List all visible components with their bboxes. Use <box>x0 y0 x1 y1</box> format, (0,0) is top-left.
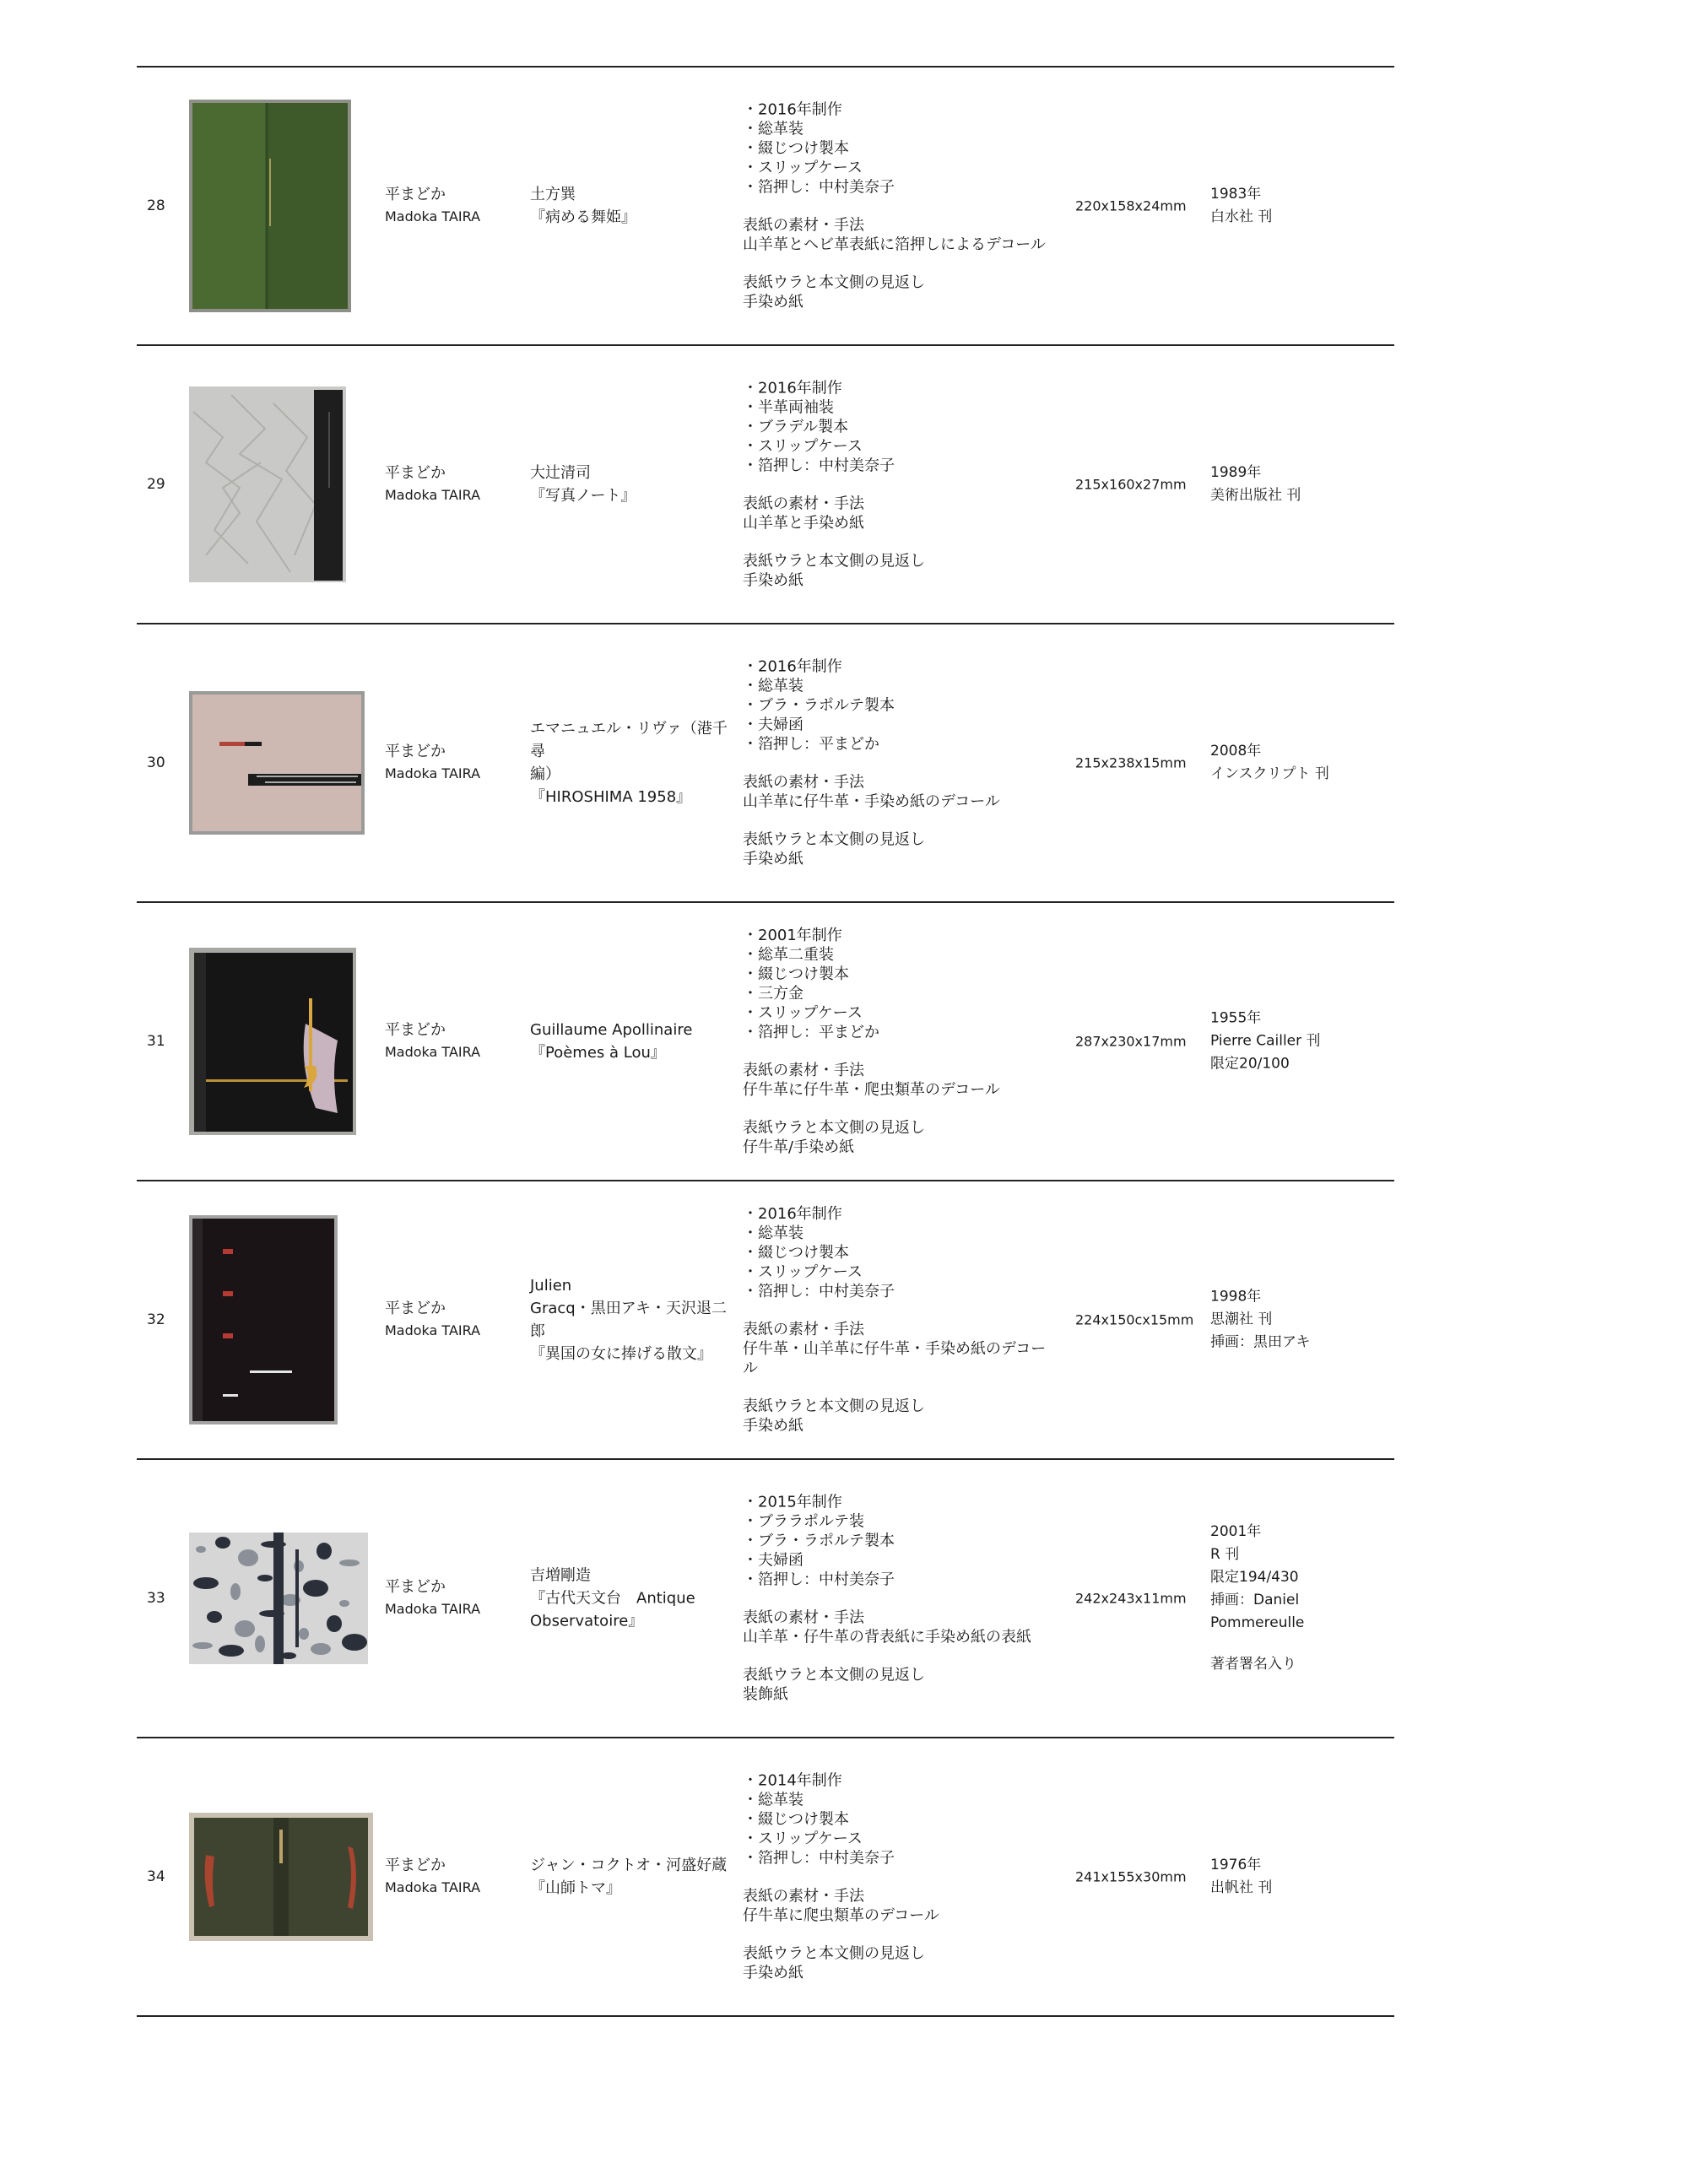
catalog-row <box>137 1460 1394 1738</box>
endpaper-label: 表紙ウラと本文側の見返し <box>743 1397 925 1415</box>
endpaper-label: 表紙ウラと本文側の見返し <box>743 1119 925 1137</box>
book-size: 241x155x30mm <box>1075 1868 1187 1885</box>
spec-line: ・夫婦函 <box>743 1551 803 1570</box>
spec-line: ・2016年制作 <box>743 100 842 119</box>
spec-line: ・箔押し：中村美奈子 <box>743 1570 895 1589</box>
binding-description <box>743 657 1076 869</box>
cover-label: 表紙の素材・手法 <box>743 495 864 513</box>
pub-line: 挿画：黒田アキ <box>1210 1333 1311 1351</box>
cover-label: 表紙の素材・手法 <box>743 216 864 235</box>
book-photo <box>189 100 351 312</box>
pub-line: 1989年 <box>1210 464 1262 481</box>
cover-label: 表紙の素材・手法 <box>743 773 864 792</box>
artist-name-ja: 平まどか <box>385 186 446 203</box>
item-number: 34 <box>147 1868 165 1885</box>
spec-line: ・綴じつけ製本 <box>743 1244 849 1262</box>
pub-line: 出帆社 刊 <box>1210 1879 1273 1896</box>
spec-line: ・綴じつけ製本 <box>743 965 849 983</box>
spec-line: ・ブラデル製本 <box>743 418 849 436</box>
book-photo <box>189 1533 368 1664</box>
spec-line: ・総革装 <box>743 677 803 695</box>
publication-info <box>1210 183 1388 229</box>
cover-line: 仔牛革に仔牛革・爬虫類革のデコール <box>743 1081 1000 1099</box>
endpaper-line: 仔牛革/手染め紙 <box>743 1138 855 1156</box>
title-line: Observatoire』 <box>530 1612 644 1630</box>
endpaper-line: 装飾紙 <box>743 1685 788 1704</box>
artist <box>385 1019 520 1063</box>
binding-description <box>743 1771 1076 1983</box>
catalog-row <box>137 68 1394 346</box>
book-title <box>530 1854 741 1900</box>
artist-name-en: Madoka TAIRA <box>385 1601 481 1617</box>
pub-line: 2008年 <box>1210 743 1262 760</box>
pub-note: 著者署名入り <box>1210 1656 1296 1673</box>
cover-label: 表紙の素材・手法 <box>743 1062 864 1079</box>
pub-line: 限定20/100 <box>1210 1055 1290 1073</box>
artist-name-ja: 平まどか <box>385 1021 446 1039</box>
cover-label: 表紙の素材・手法 <box>743 1887 864 1906</box>
pub-line: Pierre Cailler 刊 <box>1210 1032 1321 1050</box>
pub-line: R 刊 <box>1210 1546 1240 1563</box>
artist-name-ja: 平まどか <box>385 1857 446 1874</box>
publication-info <box>1210 1521 1388 1676</box>
book-photo <box>189 948 356 1135</box>
spec-line: ・箔押し：平まどか <box>743 735 879 754</box>
spec-line: ・箔押し：中村美奈子 <box>743 1849 895 1868</box>
book-photo <box>189 387 346 582</box>
item-number: 31 <box>147 1033 165 1050</box>
spec-line: ・ブララポルテ装 <box>743 1512 864 1531</box>
binding-description <box>743 100 1076 312</box>
title-line: 吉増剛造 <box>530 1566 591 1585</box>
catalog-table <box>137 66 1394 2017</box>
book-photo <box>189 1813 373 1941</box>
pub-line: 挿画：Daniel <box>1210 1592 1300 1608</box>
endpaper-line: 手染め紙 <box>743 850 803 868</box>
pub-line: 1955年 <box>1210 1009 1262 1027</box>
book-size: 242x243x11mm <box>1075 1590 1187 1607</box>
artist <box>385 462 520 506</box>
book-photo <box>189 1215 338 1424</box>
catalog-row <box>137 1181 1394 1460</box>
spec-line: ・スリップケース <box>743 437 863 456</box>
binding-description <box>743 926 1076 1157</box>
endpaper-line: 手染め紙 <box>743 293 803 311</box>
cover-line: ル <box>743 1360 758 1377</box>
book-size: 215x160x27mm <box>1075 476 1187 493</box>
title-line: ジャン・コクトオ・河盛好蔵 <box>530 1857 728 1874</box>
endpaper-label: 表紙ウラと本文側の見返し <box>743 1666 925 1684</box>
spec-line: ・箔押し：中村美奈子 <box>743 1283 895 1300</box>
spec-line: ・綴じつけ製本 <box>743 1810 849 1829</box>
publication-info <box>1210 1286 1388 1354</box>
binding-description <box>743 1493 1076 1705</box>
endpaper-label: 表紙ウラと本文側の見返し <box>743 552 925 570</box>
spec-line: ・2016年制作 <box>743 379 842 397</box>
endpaper-label: 表紙ウラと本文側の見返し <box>743 830 925 849</box>
book-title <box>530 1274 741 1365</box>
spec-line: ・総革装 <box>743 1791 803 1809</box>
book-size: 215x238x15mm <box>1075 754 1187 771</box>
book-title <box>530 183 741 229</box>
binding-description <box>743 1204 1076 1435</box>
spec-line: ・綴じつけ製本 <box>743 139 849 158</box>
cover-line: 山羊革に仔牛革・手染め紙のデコール <box>743 792 1000 811</box>
book-size: 220x158x24mm <box>1075 197 1187 214</box>
spec-line: ・ブラ・ラポルテ製本 <box>743 696 895 715</box>
catalog-row <box>137 1738 1394 2017</box>
pub-line: インスクリプト 刊 <box>1210 765 1329 782</box>
cover-label: 表紙の素材・手法 <box>743 1608 864 1627</box>
artist-name-ja: 平まどか <box>385 1578 446 1596</box>
spec-line: ・2015年制作 <box>743 1493 842 1511</box>
endpaper-label: 表紙ウラと本文側の見返し <box>743 1944 925 1963</box>
artist <box>385 1298 520 1342</box>
artist-name-ja: 平まどか <box>385 743 446 760</box>
spec-line: ・箔押し：平まどか <box>743 1024 879 1041</box>
endpaper-line: 手染め紙 <box>743 1964 803 1982</box>
artist <box>385 184 520 228</box>
pub-line: 1976年 <box>1210 1857 1262 1873</box>
pub-line: 白水社 刊 <box>1210 208 1273 225</box>
spec-line: ・箔押し：中村美奈子 <box>743 178 895 197</box>
catalog-row <box>137 624 1394 903</box>
artist <box>385 1855 520 1899</box>
artist-name-en: Madoka TAIRA <box>385 1044 481 1060</box>
title-line: 『古代天文台 Antique <box>530 1589 695 1608</box>
cover-line: 仔牛革・山羊革に仔牛革・手染め紙のデコー <box>743 1340 1047 1358</box>
book-title <box>530 717 741 808</box>
pub-line: 1998年 <box>1210 1288 1262 1306</box>
spec-line: ・ブラ・ラポルテ製本 <box>743 1532 895 1550</box>
binding-description <box>743 379 1076 591</box>
artist <box>385 1576 520 1620</box>
pub-line: 1983年 <box>1210 186 1262 203</box>
book-photo <box>189 691 365 835</box>
spec-line: ・スリップケース <box>743 1830 863 1848</box>
title-line: エマニュエル・リヴァ（港千尋 <box>530 720 728 760</box>
title-line: 土方巽 <box>530 186 576 203</box>
spec-line: ・2016年制作 <box>743 657 842 676</box>
spec-line: ・箔押し：中村美奈子 <box>743 457 895 475</box>
book-title <box>530 1019 741 1064</box>
spec-line: ・総革装 <box>743 120 803 138</box>
spec-line: ・2014年制作 <box>743 1771 842 1790</box>
item-number: 30 <box>147 754 165 771</box>
pub-line: Pommereulle <box>1210 1614 1305 1631</box>
book-size: 287x230x17mm <box>1075 1033 1187 1050</box>
cover-line: 山羊革と手染め紙 <box>743 514 864 532</box>
title-line: 『Poèmes à Lou』 <box>530 1044 666 1062</box>
artist-name-ja: 平まどか <box>385 464 446 482</box>
book-title <box>530 1565 741 1633</box>
publication-info <box>1210 740 1388 786</box>
title-line: 『病める舞姫』 <box>530 208 636 226</box>
publication-info <box>1210 462 1388 507</box>
catalog-row <box>137 903 1394 1181</box>
artist-name-en: Madoka TAIRA <box>385 1879 481 1895</box>
book-size: 224x150cx15mm <box>1075 1311 1194 1328</box>
catalog-row <box>137 346 1394 624</box>
pub-line: 限定194/430 <box>1210 1569 1299 1586</box>
title-line: 『山師トマ』 <box>530 1879 621 1897</box>
artist-name-en: Madoka TAIRA <box>385 1322 481 1338</box>
artist-name-en: Madoka TAIRA <box>385 208 481 224</box>
item-number: 28 <box>147 197 165 214</box>
spec-line: ・総革装 <box>743 1224 803 1242</box>
title-line: Guillaume Apollinaire <box>530 1021 693 1039</box>
artist-name-ja: 平まどか <box>385 1300 446 1317</box>
spec-line: ・スリップケース <box>743 1004 863 1022</box>
item-number: 32 <box>147 1311 165 1328</box>
spec-line: ・半革両袖装 <box>743 398 834 417</box>
title-line: Gracq・黒田アキ・天沢退二 <box>530 1300 727 1317</box>
pub-line: 2001年 <box>1210 1523 1262 1540</box>
cover-line: 山羊革・仔牛革の背表紙に手染め紙の表紙 <box>743 1628 1031 1646</box>
cover-line: 仔牛革に爬虫類革のデコール <box>743 1906 939 1925</box>
title-line: 『異国の女に捧げる散文』 <box>530 1345 712 1363</box>
title-line: 大辻清司 <box>530 464 591 482</box>
cover-label: 表紙の素材・手法 <box>743 1321 864 1338</box>
title-line: Julien <box>530 1277 572 1295</box>
item-number: 29 <box>147 476 165 493</box>
endpaper-line: 手染め紙 <box>743 571 803 590</box>
publication-info <box>1210 1008 1388 1076</box>
spec-line: ・2001年制作 <box>743 927 842 944</box>
book-title <box>530 462 741 507</box>
artist-name-en: Madoka TAIRA <box>385 765 481 781</box>
title-line: 郎 <box>530 1322 545 1340</box>
spec-line: ・三方金 <box>743 985 803 1003</box>
publication-info <box>1210 1854 1388 1900</box>
spec-line: ・総革二重装 <box>743 946 834 964</box>
spec-line: ・夫婦函 <box>743 716 803 734</box>
pub-line: 美術出版社 刊 <box>1210 487 1301 504</box>
spec-line: ・スリップケース <box>743 159 863 177</box>
endpaper-line: 手染め紙 <box>743 1417 803 1435</box>
item-number: 33 <box>147 1590 165 1607</box>
title-line: 『HIROSHIMA 1958』 <box>530 788 692 806</box>
pub-line: 思潮社 刊 <box>1210 1311 1273 1328</box>
cover-line: 山羊革とヘビ革表紙に箔押しによるデコール <box>743 235 1046 254</box>
spec-line: ・スリップケース <box>743 1263 863 1281</box>
spec-line: ・2016年制作 <box>743 1205 842 1223</box>
title-line: 『写真ノート』 <box>530 487 636 505</box>
title-line: 編） <box>530 765 560 783</box>
catalog-rows <box>137 68 1394 2017</box>
artist-name-en: Madoka TAIRA <box>385 487 481 503</box>
endpaper-label: 表紙ウラと本文側の見返し <box>743 273 925 292</box>
artist <box>385 741 520 785</box>
